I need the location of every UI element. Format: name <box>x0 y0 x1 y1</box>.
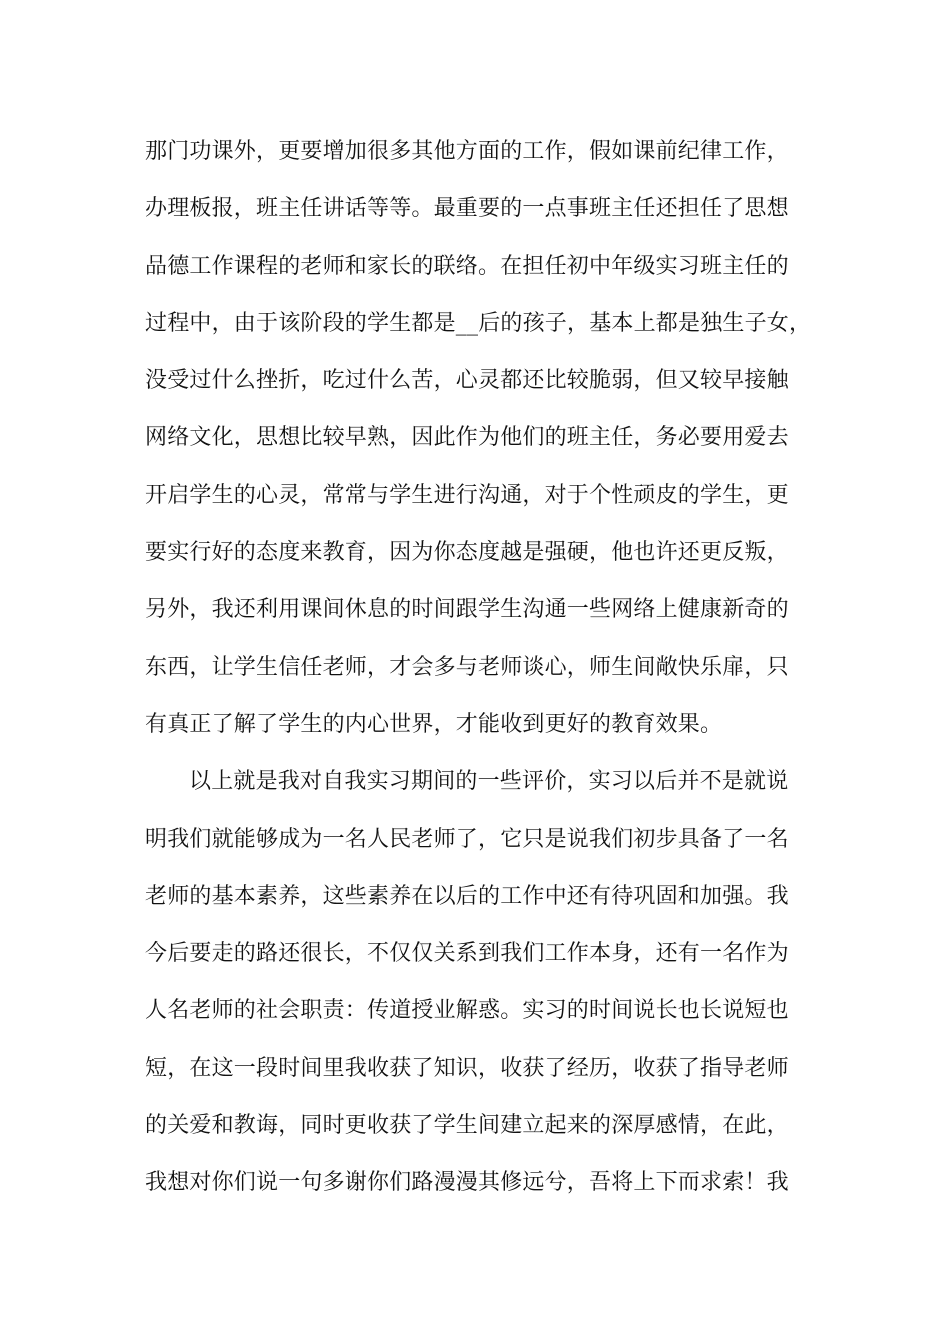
text-line: 另外，我还利用课间休息的时间跟学生沟通一些网络上健康新奇的 <box>145 597 789 623</box>
text-line: 开启学生的心灵，常常与学生进行沟通，对于个性顽皮的学生，更 <box>145 482 789 508</box>
text-line: 东西，让学生信任老师，才会多与老师谈心，师生间敞快乐扉，只 <box>145 654 789 680</box>
text-line: 我想对你们说一句多谢你们路漫漫其修远兮，吾将上下而求索！我 <box>145 1170 789 1196</box>
text-line: 人名老师的社会职责：传道授业解惑。实习的时间说长也长说短也 <box>145 998 789 1024</box>
text-line: 过程中，由于该阶段的学生都是__后的孩子，基本上都是独生子女， <box>145 310 812 336</box>
text-line: 网络文化，思想比较早熟，因此作为他们的班主任，务必要用爱去 <box>145 425 789 451</box>
paragraph-start-line: 以上就是我对自我实习期间的一些评价，实习以后并不是就说 <box>189 769 789 795</box>
text-line: 那门功课外，更要增加很多其他方面的工作，假如课前纪律工作， <box>145 139 789 164</box>
text-line: 老师的基本素养，这些素养在以后的工作中还有待巩固和加强。我 <box>145 883 789 909</box>
text-line: 没受过什么挫折，吃过什么苦，心灵都还比较脆弱，但又较早接触 <box>145 368 789 394</box>
text-line: 有真正了解了学生的内心世界，才能收到更好的教育效果。 <box>145 711 723 737</box>
text-line: 办理板报，班主任讲话等等。最重要的一点事班主任还担任了思想 <box>145 196 789 222</box>
text-line: 今后要走的路还很长，不仅仅关系到我们工作本身，还有一名作为 <box>145 941 789 967</box>
text-line: 明我们就能够成为一名人民老师了，它只是说我们初步具备了一名 <box>145 826 789 852</box>
text-line: 短，在这一段时间里我收获了知识，收获了经历，收获了指导老师 <box>145 1055 789 1081</box>
text-line: 的关爱和教诲，同时更收获了学生间建立起来的深厚感情，在此， <box>145 1113 789 1139</box>
text-line: 品德工作课程的老师和家长的联络。在担任初中年级实习班主任的 <box>145 253 789 279</box>
body-text <box>145 130 815 1219</box>
text-line: 要实行好的态度来教育，因为你态度越是强硬，他也许还更反叛， <box>145 540 789 566</box>
